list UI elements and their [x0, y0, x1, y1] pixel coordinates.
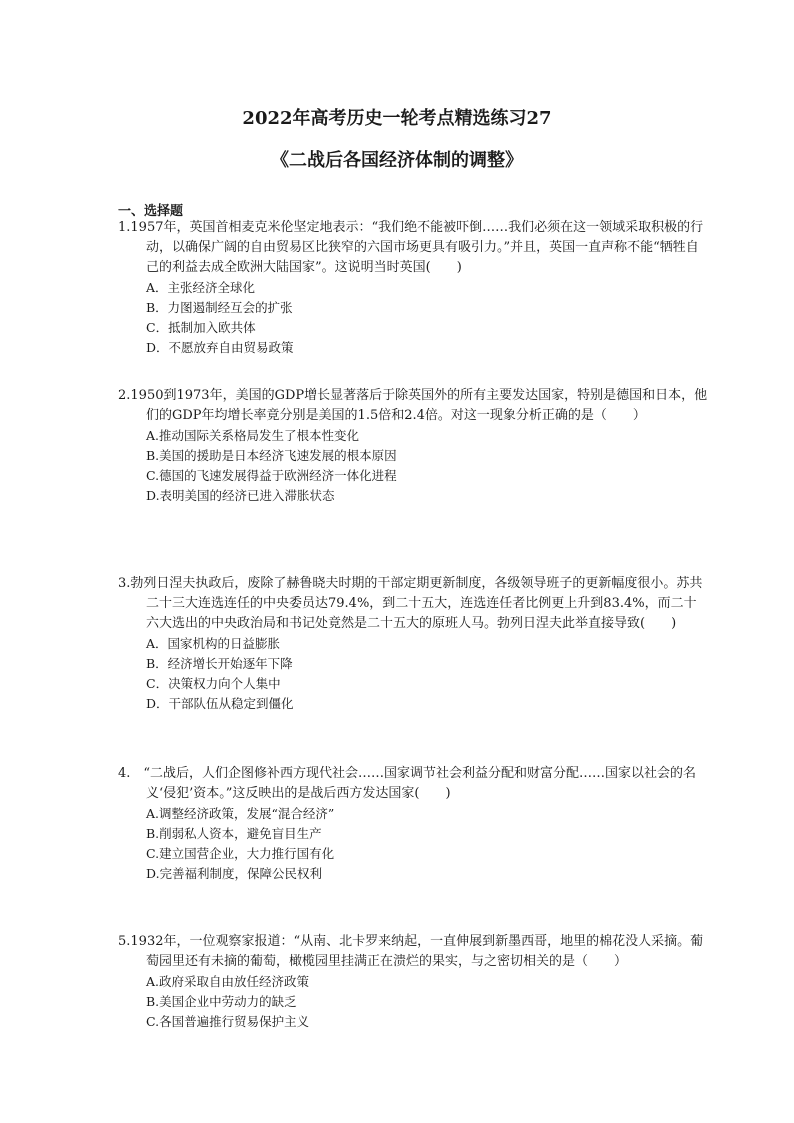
question-5-stem: 5.1932年，一位观察家报道：“从南、北卡罗来纳起，一直伸展到新墨西哥，地里的棉花没人采摘。葡萄园里还有未摘的葡萄，橄榄园里挂满正在溃烂的果实，与之密切相关的是（ ） [118, 934, 704, 969]
question-1-stem: 1.1957年，英国首相麦克米伦坚定地表示：“我们绝不能被吓倒……我们必须在这一领域采取积极的行动，以确保广阔的自由贸易区比狭窄的六国市场更具有吸引力。”并且，英国一直声称不能“牺牲自己的利益去成全欧洲大陆国家”。这说明当时英国( ) [118, 220, 704, 275]
question-1-options [118, 278, 708, 358]
option-c: C.德国的飞速发展得益于欧洲经济一体化进程 [146, 468, 397, 483]
document-title: 2022年高考历史一轮考点精选练习27 [242, 108, 552, 129]
question-5 [118, 932, 708, 1032]
option-d: D．干部队伍从稳定到僵化 [146, 696, 294, 711]
option-b: B．经济增长开始逐年下降 [146, 656, 293, 671]
question-1 [118, 218, 708, 358]
option-b: B.美国企业中劳动力的缺乏 [146, 994, 297, 1009]
document-subtitle: 《二战后各国经济体制的调整》 [271, 150, 523, 171]
option-b: B.削弱私人资本，避免盲目生产 [146, 826, 322, 841]
option-d: D.表明美国的经济已进入滞胀状态 [146, 488, 335, 503]
question-4-options [118, 804, 708, 884]
section-heading: 一、选择题 [118, 204, 184, 219]
question-3-options [118, 634, 708, 714]
option-d: D．不愿放弃自由贸易政策 [146, 340, 294, 355]
option-a: A.调整经济政策，发展“混合经济” [146, 806, 335, 821]
question-2-stem: 2.1950到1973年，美国的GDP增长显著落后于除英国外的所有主要发达国家，特别是德国和日本，他们的GDP年均增长率竟分别是美国的1.5倍和2.4倍。对这一现象分析正确的是（ ） [118, 388, 708, 423]
option-c: C．抵制加入欧共体 [146, 320, 256, 335]
question-4-stem: 4. “二战后，人们企图修补西方现代社会……国家调节社会利益分配和财富分配……国家以社会的名义‘侵犯’资本。”这反映出的是战后西方发达国家( ) [118, 766, 697, 801]
option-c: C.各国普遍推行贸易保护主义 [146, 1014, 310, 1029]
option-a: A．国家机构的日益膨胀 [146, 636, 281, 651]
option-d: D.完善福利制度，保障公民权利 [146, 866, 323, 881]
option-b: B．力图遏制经互会的扩张 [146, 300, 293, 315]
option-c: C．决策权力向个人集中 [146, 676, 281, 691]
question-5-options [118, 972, 708, 1032]
option-c: C.建立国营企业，大力推行国有化 [146, 846, 335, 861]
question-2 [118, 386, 708, 506]
option-a: A.推动国际关系格局发生了根本性变化 [146, 428, 360, 443]
option-b: B.美国的援助是日本经济飞速发展的根本原因 [146, 448, 397, 463]
question-2-options [118, 426, 708, 506]
question-3-stem: 3.勃列日涅夫执政后，废除了赫鲁晓夫时期的干部定期更新制度，各级领导班子的更新幅度很小。苏共二十三大连选连任的中央委员达79.4%，到二十五大，连选连任者比例更上升到83.4%，而二十六大选出的中央政治局和书记处竟然是二十五大的原班人马。勃列日涅夫此举直接导致( ) [118, 576, 703, 631]
option-a: A．主张经济全球化 [146, 280, 256, 295]
question-3 [118, 574, 708, 714]
question-4 [118, 764, 708, 884]
option-a: A.政府采取自由放任经济政策 [146, 974, 310, 989]
